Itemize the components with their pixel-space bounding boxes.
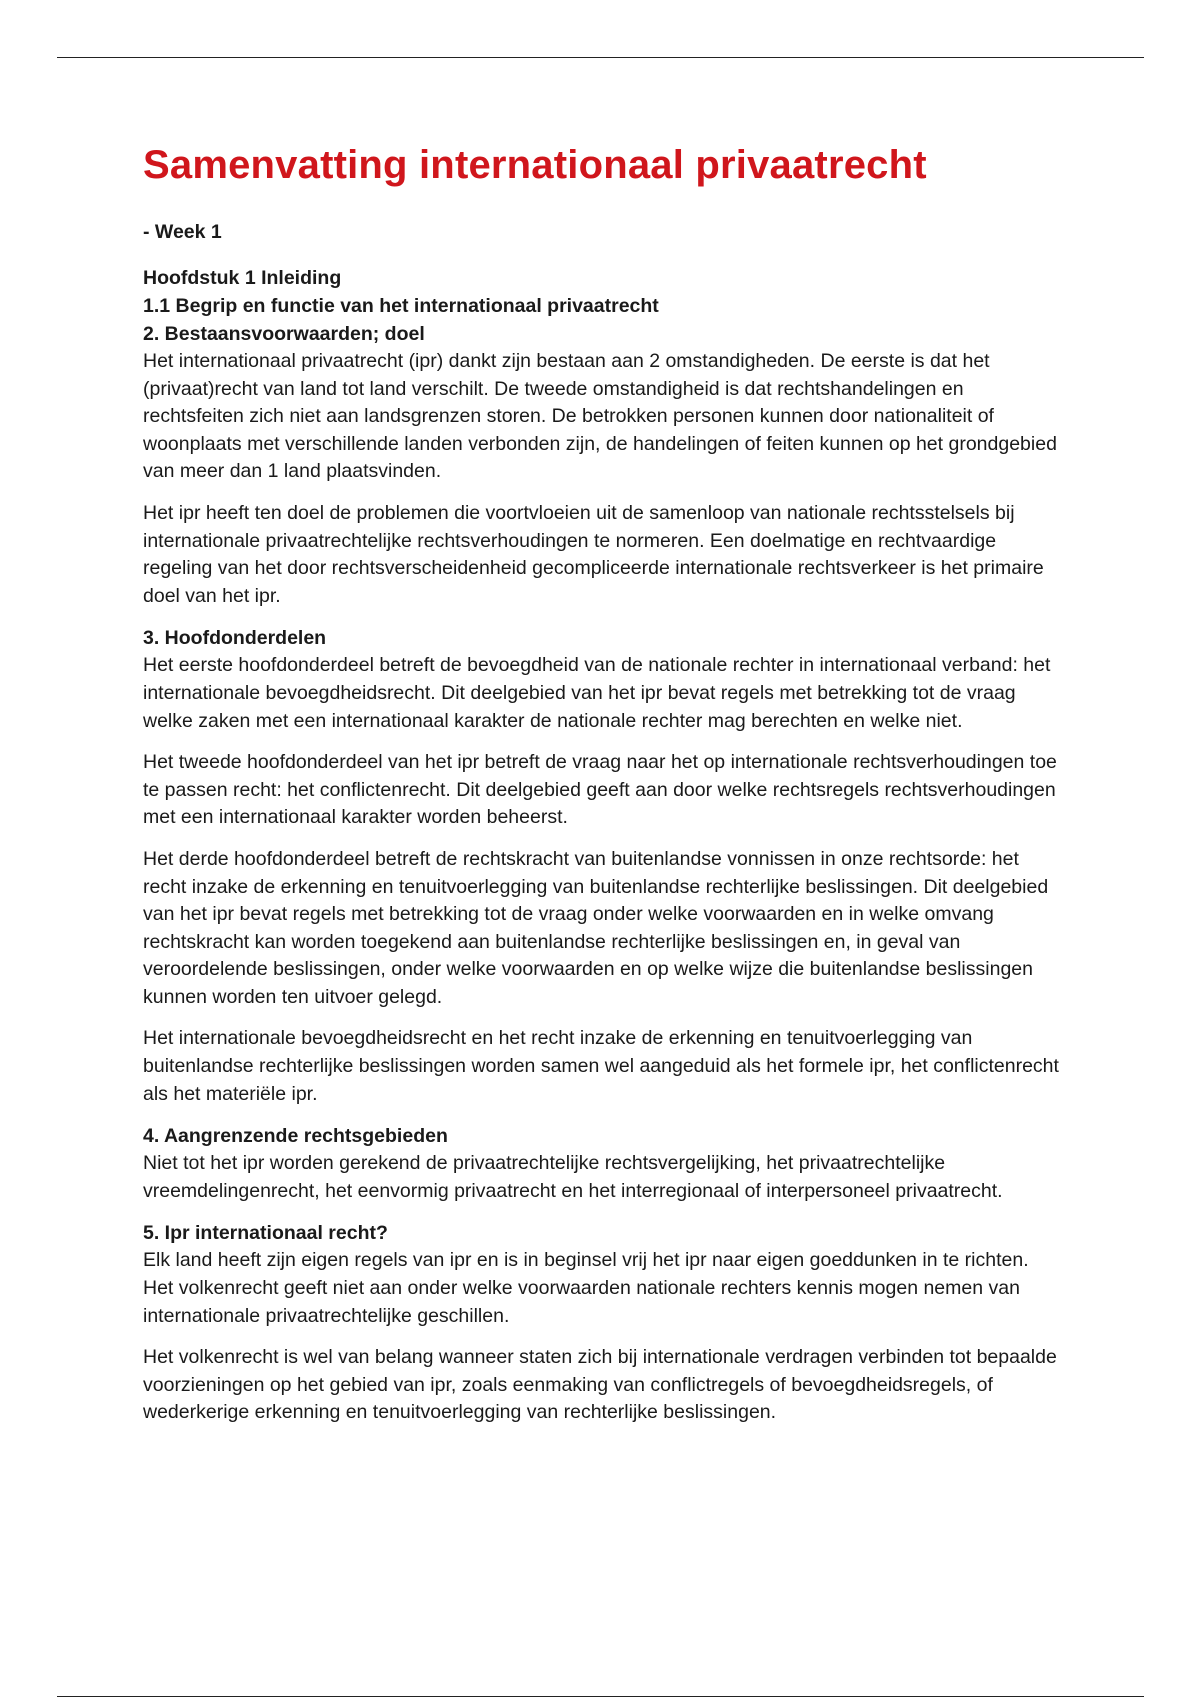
bottom-divider	[57, 1696, 1144, 1697]
document-body	[143, 140, 1063, 1441]
subsection-heading: 5. Ipr internationaal recht?	[143, 1222, 388, 1245]
top-divider	[57, 57, 1144, 58]
paragraph: Het derde hoofdonderdeel betreft de rechtskracht van buitenlandse vonnissen in onze rechtsorde: het recht inzake de erkenning en tenuitvoerlegging van buitenlandse rechterlijke beslissingen. Dit deelgebied van het ipr bevat regels met betrekking tot de vraag onder welke voorwaarden en in welke omvang rechtskracht kan worden toegekend aan buitenlandse rechterlijke beslissingen en, in geval van veroordelende beslissingen, onder welke voorwaarden en op welke wijze die buitenlandse beslissingen kunnen worden ten uitvoer gelegd.	[143, 847, 1049, 1008]
document-title: Samenvatting internationaal privaatrecht	[143, 143, 927, 187]
subsection-heading: 4. Aangrenzende rechtsgebieden	[143, 1125, 448, 1148]
paragraph: Het volkenrecht is wel van belang wanneer staten zich bij internationale verdragen verbinden tot bepaalde voorzieningen op het gebied van ipr, zoals eenmaking van conflictregels of bevoegdheidsregels, of wederkerige erkenning en tenuitvoerlegging van rechterlijke beslissingen.	[143, 1346, 1057, 1424]
paragraph: Elk land heeft zijn eigen regels van ipr en is in beginsel vrij het ipr naar eigen goeddunken in te richten. Het volkenrecht geeft niet aan onder welke voorwaarden nationale rechters kennis mogen nemen van internationale privaatrechtelijke geschillen.	[143, 1249, 1029, 1327]
subsection-heading: 2. Bestaansvoorwaarden; doel	[143, 323, 425, 345]
section-heading: 1.1 Begrip en functie van het internationaal privaatrecht	[143, 295, 659, 317]
paragraph: Het internationaal privaatrecht (ipr) dankt zijn bestaan aan 2 omstandigheden. De eerste is dat het (privaat)recht van land tot land verschilt. De tweede omstandigheid is dat rechtshandelingen en rechtsfeiten zich niet aan landsgrenzen storen. De betrokken personen kunnen door nationaliteit of woonplaats met verschillende landen verbonden zijn, de handelingen of feiten kunnen op het grondgebied van meer dan 1 land plaatsvinden.	[143, 350, 1057, 483]
paragraph: Niet tot het ipr worden gerekend de privaatrechtelijke rechtsvergelijking, het privaatrechtelijke vreemdelingenrecht, het eenvormig privaatrecht en het interregionaal of interpersoneel privaatrecht.	[143, 1152, 1003, 1202]
paragraph: Het eerste hoofdonderdeel betreft de bevoegdheid van de nationale rechter in internationaal verband: het internationale bevoegdheidsrecht. Dit deelgebied van het ipr bevat regels met betrekking tot de vraag welke zaken met een internationaal karakter de nationale rechter mag berechten en welke niet.	[143, 654, 1051, 732]
paragraph: Het tweede hoofdonderdeel van het ipr betreft de vraag naar het op internationale rechtsverhoudingen toe te passen recht: het conflictenrecht. Dit deelgebied geeft aan door welke rechtsregels rechtsverhoudingen met een internationaal karakter worden beheerst.	[143, 751, 1057, 829]
paragraph: Het ipr heeft ten doel de problemen die voortvloeien uit de samenloop van nationale rechtsstelsels bij internationale privaatrechtelijke rechtsverhoudingen te normeren. Een doelmatige en rechtvaardige regeling van het door rechtsverscheidenheid gecompliceerde internationale rechtsverkeer is het primaire doel van het ipr.	[143, 501, 1044, 607]
chapter-heading: Hoofdstuk 1 Inleiding	[143, 267, 342, 289]
paragraph: Het internationale bevoegdheidsrecht en het recht inzake de erkenning en tenuitvoerlegging van buitenlandse rechterlijke beslissingen worden samen wel aangeduid als het formele ipr, het conflictenrecht als het materiële ipr.	[143, 1027, 1059, 1105]
week-label: - Week 1	[143, 221, 222, 243]
subsection-heading: 3. Hoofdonderdelen	[143, 627, 327, 650]
